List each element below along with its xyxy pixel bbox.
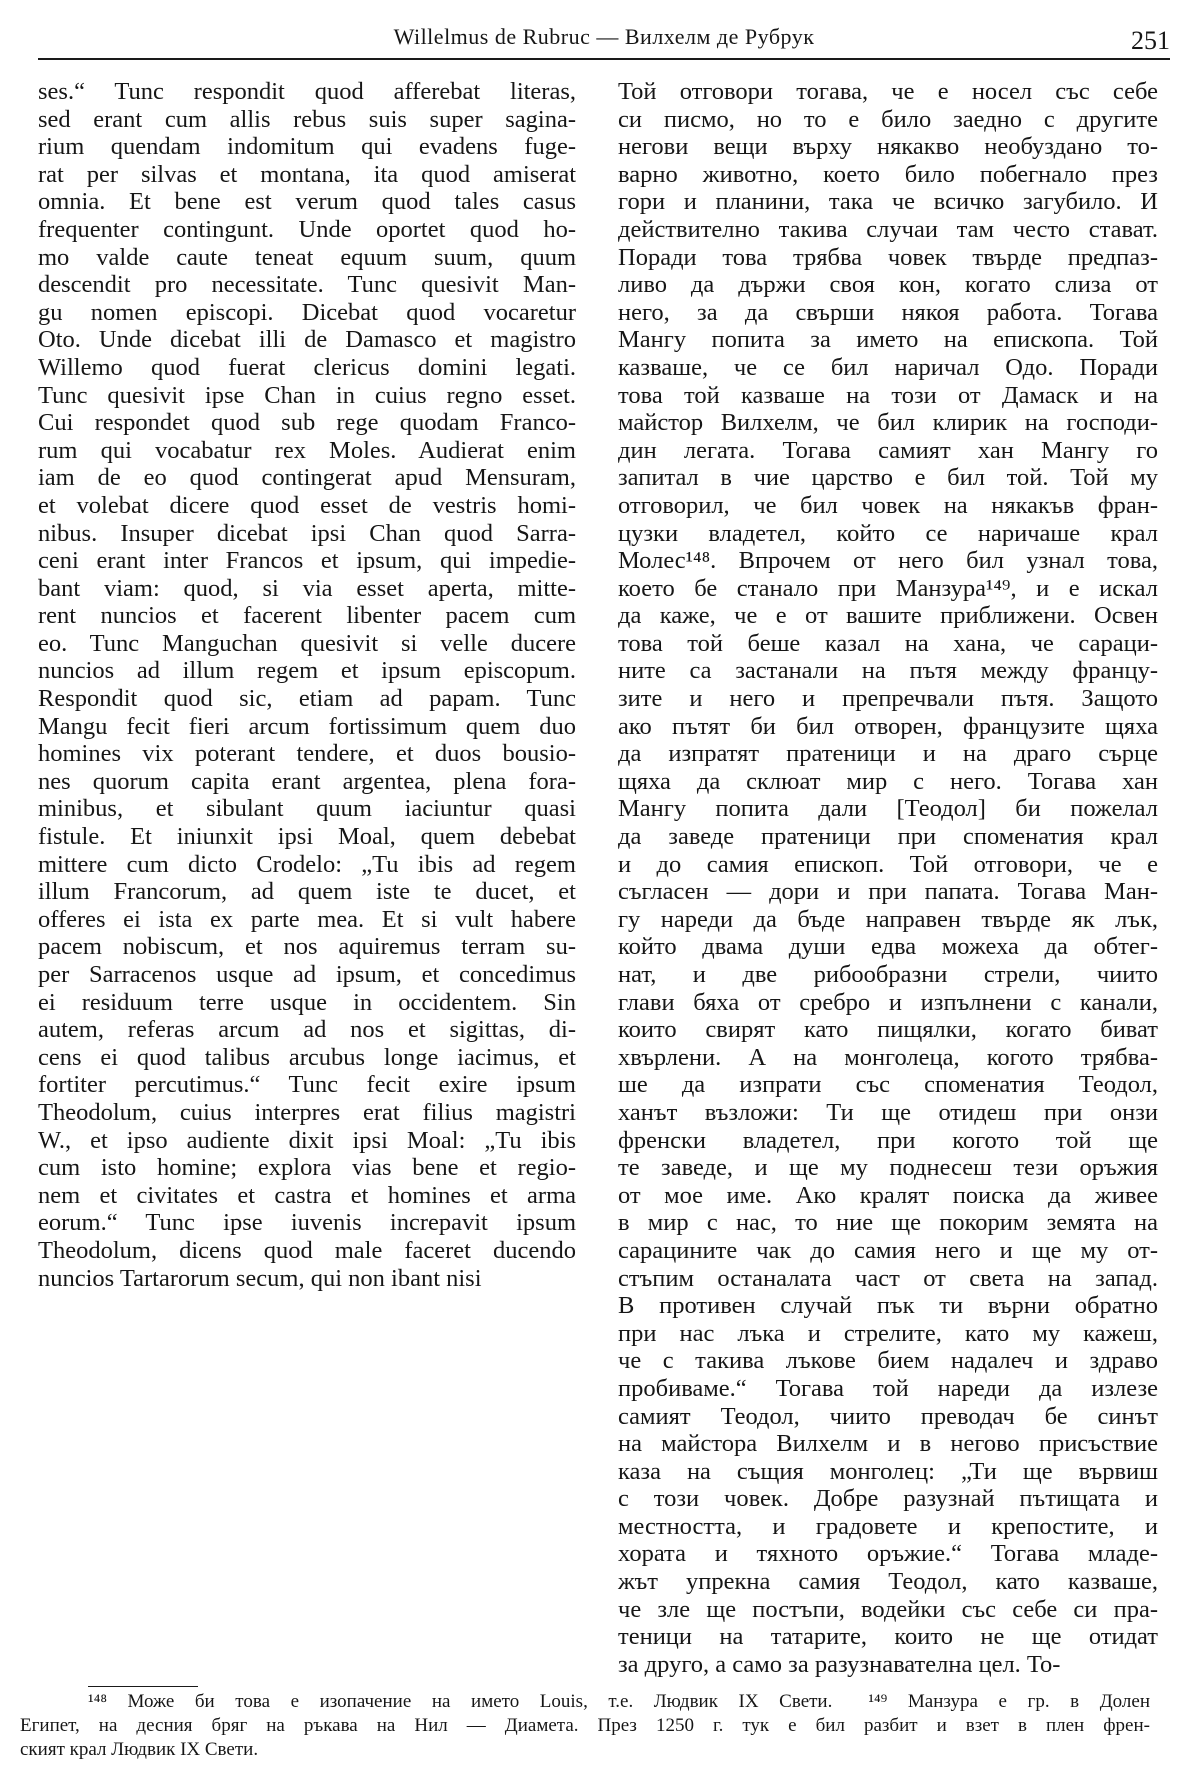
footnote-line <box>20 1690 1150 1714</box>
bulgarian-text-line: глави бяха от сребро и изпълнени с канали, <box>618 988 1158 1016</box>
bulgarian-text-line: в мир с нас, то ние ще покорим земята на <box>618 1209 1158 1237</box>
latin-text-line: pacem nobiscum, et nos aquiremus terram su- <box>38 933 576 961</box>
latin-text-line: et volebat dicere quod esset de vestris homi- <box>38 491 576 519</box>
footnotes <box>20 1690 1150 1762</box>
latin-text-line: nuncios Tartarorum secum, qui non ibant nisi <box>38 1264 482 1292</box>
bulgarian-text-line: В противен случай пък ти върни обратно <box>618 1292 1158 1320</box>
bulgarian-text-line: цузки владетел, който се наричаше крал <box>618 519 1158 547</box>
footnote-line: Египет, на десния бряг на ръкава на Нил — Диамета. През 1250 г. тук е бил разбит и взет в плен френ- <box>20 1715 1150 1736</box>
latin-text-line: ei residuum terre usque in occidentem. Sin <box>38 988 576 1016</box>
latin-text-line: Oto. Unde dicebat illi de Damasco et magistro <box>38 326 576 354</box>
bulgarian-text-line: това той беше казал на хана, че сараци- <box>618 629 1158 657</box>
latin-text-line: ses.“ Tunc respondit quod afferebat literas, <box>38 78 576 105</box>
running-head <box>38 20 1170 60</box>
bulgarian-text-line: отговорил, че бил човек на някакъв фран- <box>618 491 1158 519</box>
latin-text-line: eorum.“ Tunc ipse iuvenis increpavit ipsum <box>38 1209 576 1237</box>
latin-text-line: nuncios ad illum regem et ipsum episcopum. <box>38 657 576 685</box>
latin-text-line: nes quorum capita erant argentea, plena fora- <box>38 767 576 795</box>
bulgarian-text-line: каза на същия монголец: „Ти ще вървиш <box>618 1457 1158 1485</box>
latin-text-line: Theodolum, dicens quod male faceret ducendo <box>38 1236 576 1264</box>
bulgarian-text-line: варно животно, което било побегнало през <box>618 160 1158 188</box>
latin-text-line: bant viam: quod, si via esset aperta, mitte- <box>38 574 576 602</box>
bulgarian-text-line: дин легата. Тогава самият хан Мангу го <box>618 436 1158 464</box>
bulgarian-text-line: че с такива лъкове бием надалеч и здраво <box>618 1347 1158 1375</box>
bulgarian-text-line: пробиваме.“ Тогава той нареди да излезе <box>618 1374 1158 1402</box>
latin-text-line: illum Francorum, ad quem iste te ducet, et <box>38 878 576 906</box>
latin-text-line: autem, referas arcum ad nos et sigittas, di- <box>38 1016 576 1044</box>
bulgarian-text-line: него, за да свърши някоя работа. Тогава <box>618 298 1158 326</box>
latin-text-line: Theodolum, cuius interpres erat filius magistri <box>38 1098 576 1126</box>
latin-text-line: mo valde caute teneat equum suum, quum <box>38 243 576 271</box>
bulgarian-text-line: хората и тяхното оръжие.“ Тогава младе- <box>618 1540 1158 1568</box>
bulgarian-text-line: да заведе пратеници при споменатия крал <box>618 823 1158 851</box>
bulgarian-text-line: зите и него и препречвали пътя. Защото <box>618 685 1158 713</box>
bulgarian-text-line: френски владетел, при когото той ще <box>618 1126 1158 1154</box>
bulgarian-translation-column <box>618 78 1158 1678</box>
bulgarian-text-line: които свирят като пищялки, когато биват <box>618 1016 1158 1044</box>
latin-text-line: fortiter percutimus.“ Tunc fecit exire ipsum <box>38 1071 576 1099</box>
latin-text-column <box>38 78 576 1292</box>
latin-text-line: mittere cum dicto Crodelo: „Tu ibis ad regem <box>38 850 576 878</box>
latin-text-line: fistule. Et iniunxit ipsi Moal, quem debebat <box>38 823 576 851</box>
latin-text-line: sed erant cum allis rebus suis super sagina- <box>38 105 576 133</box>
latin-text-line: W., et ipso audiente dixit ipsi Moal: „Tu ibis <box>38 1126 576 1154</box>
bulgarian-text-line: негови вещи върху някакво необуздано то- <box>618 133 1158 161</box>
bulgarian-text-line: ханът възложи: Ти ще отидеш при онзи <box>618 1098 1158 1126</box>
latin-text-line: Tunc quesivit ipse Chan in cuius regno esset. <box>38 381 576 409</box>
bulgarian-text-line: и до самия епископ. Той отговори, че е <box>618 850 1158 878</box>
latin-text-line: cum isto homine; explora vias bene et regio- <box>38 1154 576 1182</box>
latin-text-line: per Sarracenos usque ad ipsum, et concedimus <box>38 961 576 988</box>
latin-text-line: homines vix poterant tendere, et duos bousio- <box>38 740 576 768</box>
bulgarian-text-line: Мангу попита дали [Теодол] би пожелал <box>618 795 1158 823</box>
footnote-rule <box>88 1686 198 1687</box>
bulgarian-text-line: майстор Вилхелм, че бил клирик на господи- <box>618 409 1158 437</box>
bulgarian-text-line: за друго, а само за разузнавателна цел. То- <box>618 1650 1061 1678</box>
latin-text-line: minibus, et sibulant quum iaciuntur quasi <box>38 795 576 823</box>
latin-text-line: eo. Tunc Manguchan quesivit si velle ducere <box>38 629 576 657</box>
bulgarian-text-line: който двама души едва можеха да обтег- <box>618 933 1158 961</box>
bulgarian-text-line: Поради това трябва човек твърде предпаз- <box>618 243 1158 271</box>
bulgarian-text-line: гу нареди да бъде направен твърде як лък, <box>618 905 1158 933</box>
latin-text-line: rat per silvas et montana, ita quod amiserat <box>38 160 576 188</box>
latin-text-line: rium quendam indomitum qui evadens fuge- <box>38 133 576 161</box>
bulgarian-text-line: жът упрекна самия Теодол, като казваше, <box>618 1568 1158 1596</box>
bulgarian-text-line: местността, и градовете и крепостите, и <box>618 1512 1158 1540</box>
bulgarian-text-line: да изпратят пратеници и на драго сърце <box>618 740 1158 768</box>
bulgarian-text-line: хвърлени. А на монголеца, когото трябва- <box>618 1043 1158 1071</box>
latin-text-line: rent nuncios et facerent libenter pacem cum <box>38 602 576 630</box>
latin-text-line: descendit pro necessitate. Tunc quesivit Man- <box>38 271 576 299</box>
latin-text-line: omnia. Et bene est verum quod tales casus <box>38 188 576 216</box>
bulgarian-text-line: щяха да склюат мир с него. Тогава хан <box>618 767 1158 795</box>
bulgarian-text-line: на майстора Вилхелм и в негово присъствие <box>618 1430 1158 1458</box>
bulgarian-text-line: казваше, че се бил наричал Одо. Поради <box>618 353 1158 381</box>
bulgarian-text-line: съгласен — дори и при папата. Тогава Ман- <box>618 878 1158 906</box>
bulgarian-text-line: самият Теодол, чиито преводач бе синът <box>618 1402 1158 1430</box>
latin-text-line: Willemo quod fuerat clericus domini legati. <box>38 353 576 381</box>
footnote-line: ският крал Людвик IX Свети. <box>20 1739 259 1760</box>
latin-text-line: ceni erant inter Francos et ipsum, qui impedie- <box>38 547 576 575</box>
latin-text-line: gu nomen episcopi. Dicebat quod vocaretur <box>38 298 576 326</box>
bulgarian-text-line: да каже, че е от вашите приближени. Освен <box>618 602 1158 630</box>
latin-text-line: frequenter contingunt. Unde oportet quod ho- <box>38 215 576 243</box>
bulgarian-text-line: гори и планини, така че всичко загубило. И <box>618 188 1158 216</box>
bulgarian-text-line: ните са застанали на пътя между францу- <box>618 657 1158 685</box>
latin-text-line: iam de eo quod contingerat apud Mensuram, <box>38 464 576 492</box>
latin-text-line: Mangu fecit fieri arcum fortissimum quem duo <box>38 712 576 740</box>
latin-text-line: offeres ei ista ex parte mea. Et si vult habere <box>38 905 576 933</box>
bulgarian-text-line: теници на татарите, които не ще отидат <box>618 1623 1158 1651</box>
bulgarian-text-line: ливо да държи своя кон, когато слиза от <box>618 271 1158 299</box>
bulgarian-text-line: нат, и две рибообразни стрели, чиито <box>618 961 1158 988</box>
bulgarian-text-line: ше да изпрати със споменатия Теодол, <box>618 1071 1158 1099</box>
bulgarian-text-line: от мое име. Ако кралят поиска да живее <box>618 1181 1158 1209</box>
latin-text-line: nem et civitates et castra et homines et arma <box>38 1181 576 1209</box>
bulgarian-text-line: стъпим останалата част от света на запад. <box>618 1264 1158 1292</box>
bulgarian-text-line: при нас лъка и стрелите, като му кажеш, <box>618 1319 1158 1347</box>
bulgarian-text-line: действително такива случаи там често стават. <box>618 215 1158 243</box>
bulgarian-text-line: те заведе, и ще му поднесеш тези оръжия <box>618 1154 1158 1182</box>
latin-text-line: rum qui vocabatur rex Moles. Audierat enim <box>38 436 576 464</box>
bulgarian-text-line: което бе станало при Манзура¹⁴⁹, и е искал <box>618 574 1158 602</box>
bulgarian-text-line: че зле ще постъпи, водейки със себе си пра- <box>618 1595 1158 1623</box>
bulgarian-text-line: ако пътят би бил отворен, французите щяха <box>618 712 1158 740</box>
header-rule <box>38 58 1170 60</box>
footnote-148: ¹⁴⁸ Може би това е изопачение на името Louis, т.е. Людвик IX Свети. <box>88 1691 833 1712</box>
bulgarian-text-line: това той казваше на този от Дамаск и на <box>618 381 1158 409</box>
bulgarian-text-line: си писмо, но то е било заедно с другите <box>618 105 1158 133</box>
bulgarian-text-line: с този човек. Добре разузнай пътищата и <box>618 1485 1158 1513</box>
page-number: 251 <box>1131 26 1170 55</box>
bulgarian-text-line: Молес¹⁴⁸. Впрочем от него бил узнал това, <box>618 547 1158 575</box>
latin-text-line: Respondit quod sic, etiam ad papam. Tunc <box>38 685 576 713</box>
bulgarian-text-line: запитал в чие царство е бил той. Той му <box>618 464 1158 492</box>
bulgarian-text-line: Той отговори тогава, че е носел със себе <box>618 78 1158 105</box>
latin-text-line: cens ei quod talibus arcubus longe iacimus, et <box>38 1043 576 1071</box>
running-title: Willelmus de Rubruc — Вилхелм де Рубрук <box>393 24 815 49</box>
latin-text-line: nibus. Insuper dicebat ipsi Chan quod Sarra- <box>38 519 576 547</box>
footnote-149: ¹⁴⁹ Манзура е гр. в Долен <box>868 1691 1151 1712</box>
bulgarian-text-line: Мангу попита за името на епископа. Той <box>618 326 1158 354</box>
latin-text-line: Cui respondet quod sub rege quodam Franco- <box>38 409 576 437</box>
bulgarian-text-line: сарацините чак до самия него и ще му от- <box>618 1236 1158 1264</box>
